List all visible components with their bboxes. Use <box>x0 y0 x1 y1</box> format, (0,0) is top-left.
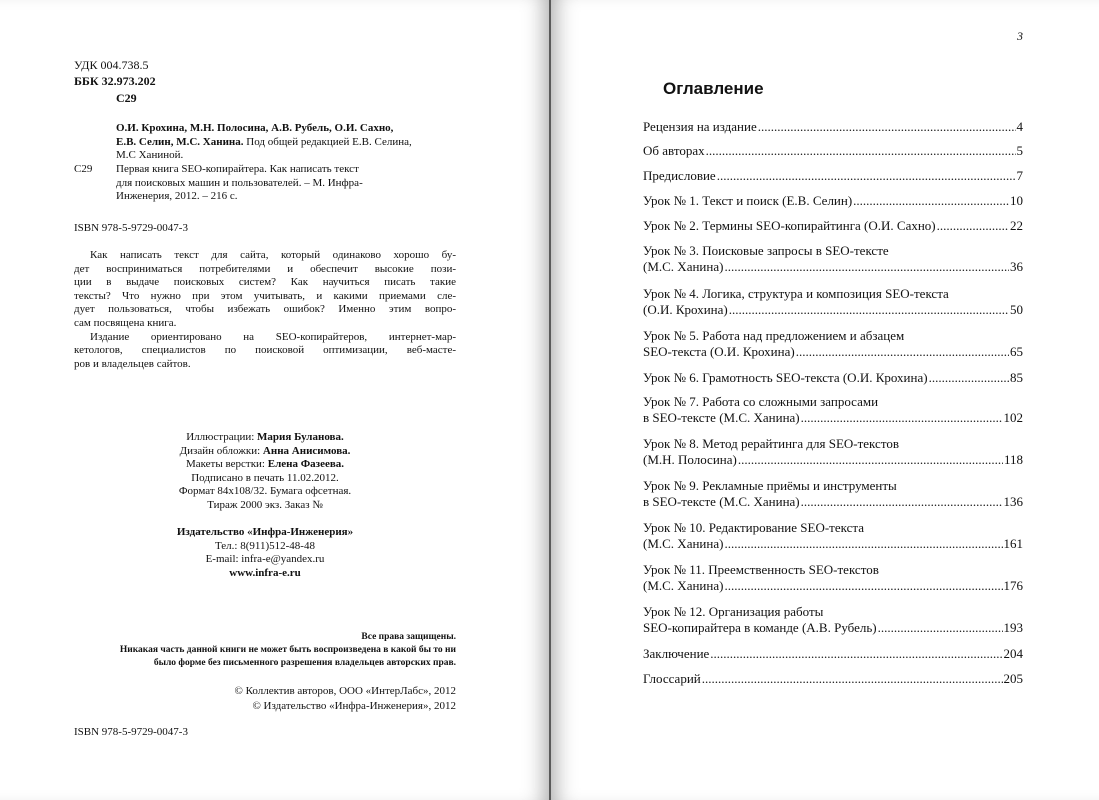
toc-entry-title: Предисловие <box>643 168 716 183</box>
toc-leader-dots <box>724 259 1009 275</box>
toc-entry-title: Рецензия на издание <box>643 119 757 134</box>
toc-entry-page: 136 <box>1003 494 1023 509</box>
abstract-line: дует пользоваться, чтобы избежать ошибок? Именно этим вопро- <box>74 303 456 316</box>
toc-entry-title: Урок № 4. Логика, структура и композиция SEO-текста <box>643 286 949 301</box>
abstract-line: Издание ориентировано на SEO-копирайтеров, интернет-мар- <box>90 330 456 343</box>
toc-entry-title: (М.С. Ханина) <box>643 578 724 593</box>
publisher-block <box>110 526 420 580</box>
toc-entry-page: 205 <box>1003 671 1023 686</box>
publisher-name: Издательство «Инфра-Инженерия» <box>176 526 354 538</box>
toc-entry-title: (М.С. Ханина) <box>643 536 724 551</box>
toc-entry-page: 22 <box>1010 218 1023 233</box>
toc-leader-dots <box>801 494 1003 510</box>
toc-entry-page: 36 <box>1010 259 1023 274</box>
toc-entry-title: Урок № 8. Метод рерайтинга для SEO-текстов <box>643 436 899 451</box>
authors-line-3: М.С Ханиной. <box>116 149 184 162</box>
toc-entry-title: (М.С. Ханина) <box>643 259 724 274</box>
toc-entry-title: Урок № 6. Грамотность SEO-текста (О.И. Крохина) <box>643 370 928 385</box>
toc-entry[interactable] <box>643 562 1023 594</box>
layout-credit: Макеты верстки: Елена Фазеева. <box>185 458 345 471</box>
toc-entry[interactable] <box>643 243 1023 275</box>
toc-entry[interactable] <box>643 328 1023 360</box>
toc-entry-title: в SEO-тексте (М.С. Ханина) <box>643 494 800 509</box>
toc-title: Оглавление <box>663 79 764 98</box>
abstract-line: ров и владельцев сайтов. <box>74 357 191 370</box>
toc-entry-page: 85 <box>1010 370 1023 385</box>
toc-entry[interactable] <box>643 646 1023 662</box>
toc-entry-page: 50 <box>1010 302 1023 317</box>
toc-entry-title: SEO-текста (О.И. Крохина) <box>643 344 795 359</box>
toc-entry[interactable] <box>643 604 1023 636</box>
authors-line-1: О.И. Крохина, М.Н. Полосина, А.В. Рубель, О.И. Сахно, <box>116 122 394 134</box>
signed-date: Подписано в печать 11.02.2012. <box>191 471 339 484</box>
copyright-block <box>100 684 456 714</box>
right-page <box>551 0 1099 800</box>
toc-entry-page: 7 <box>1016 168 1023 183</box>
toc-entry-title: (М.Н. Полосина) <box>643 452 737 467</box>
toc-entry-page: 65 <box>1010 344 1023 359</box>
isbn-top: ISBN 978-5-9729-0047-3 <box>74 222 188 234</box>
toc-leader-dots <box>702 671 1003 687</box>
toc-entry-title: Урок № 12. Организация работы <box>643 604 824 619</box>
toc-entry-title: Заключение <box>643 646 710 661</box>
toc-entry[interactable] <box>643 168 1023 184</box>
toc-entry-title: Урок № 9. Рекламные приёмы и инструменты <box>643 478 897 493</box>
abstract <box>74 249 456 371</box>
rights-notice <box>40 631 456 670</box>
cover-credit: Дизайн обложки: Анна Анисимова. <box>179 444 351 457</box>
toc-leader-dots <box>853 193 1009 209</box>
toc-entry[interactable] <box>643 143 1023 159</box>
toc-entry[interactable] <box>643 671 1023 687</box>
toc-entry-page: 10 <box>1010 193 1023 208</box>
copyright-line: © Коллектив авторов, ООО «ИнтерЛабс», 2012 <box>234 685 456 697</box>
toc-entry-title: Урок № 5. Работа над предложением и абзацем <box>643 328 905 343</box>
print-run: Тираж 2000 экз. Заказ № <box>207 498 323 511</box>
format-info: Формат 84x108/32. Бумага офсетная. <box>178 485 352 498</box>
toc-entry[interactable] <box>643 478 1023 510</box>
toc-entry-title: в SEO-тексте (М.С. Ханина) <box>643 410 800 425</box>
toc-leader-dots <box>710 646 1002 662</box>
toc-entry-page: 102 <box>1003 410 1023 425</box>
copyright-line: © Издательство «Инфра-Инженерия», 2012 <box>252 700 456 712</box>
description-line: Инженерия, 2012. – 216 с. <box>116 190 238 203</box>
toc-entry-title: Об авторах <box>643 143 705 158</box>
toc-leader-dots <box>937 218 1009 234</box>
toc-entry[interactable] <box>643 119 1023 135</box>
illustrations-credit: Иллюстрации: Мария Буланова. <box>186 431 344 443</box>
toc-entry-title: Урок № 2. Термины SEO-копирайтинга (О.И. Сахно) <box>643 218 936 233</box>
toc-entry-page: 5 <box>1016 143 1023 158</box>
isbn-bottom: ISBN 978-5-9729-0047-3 <box>74 726 188 738</box>
authors-line-2: Е.В. Селин, М.С. Ханина. Под общей редакцией Е.В. Селина, <box>116 135 412 148</box>
toc-leader-dots <box>729 302 1009 318</box>
toc-entry[interactable] <box>643 286 1023 318</box>
publisher-website: www.infra-e.ru <box>229 566 301 579</box>
abstract-line: дет восприниматься потребителями и обеспечит высокие пози- <box>74 262 456 275</box>
toc-leader-dots <box>878 620 1003 636</box>
page-number: 3 <box>1017 29 1023 43</box>
toc-entry-page: 4 <box>1016 119 1023 134</box>
toc-entry[interactable] <box>643 520 1023 552</box>
toc-entry[interactable] <box>643 218 1023 234</box>
toc-leader-dots <box>724 536 1002 552</box>
toc-leader-dots <box>717 168 1016 184</box>
toc-leader-dots <box>929 370 1009 386</box>
toc-entry[interactable] <box>643 436 1023 468</box>
rights-line: Все права защищены. <box>361 632 456 642</box>
book-description <box>116 163 456 204</box>
rights-line: было форме без письменного разрешения владельцев авторских прав. <box>153 658 456 668</box>
toc-leader-dots <box>796 344 1009 360</box>
toc-entry[interactable] <box>643 370 1023 386</box>
abstract-line: Как написать текст для сайта, который одинаково хорошо бу- <box>90 249 456 261</box>
toc-leader-dots <box>724 578 1002 594</box>
toc-entry-title: SEO-копирайтера в команде (А.В. Рубель) <box>643 620 877 635</box>
toc-entry-page: 176 <box>1003 578 1023 593</box>
toc-entry[interactable] <box>643 193 1023 209</box>
abstract-line: тексты? Что нужно при этом учитывать, и какими приемами сле- <box>74 289 456 302</box>
toc-entry-page: 193 <box>1003 620 1023 635</box>
abstract-line: ции в выдаче поисковых систем? Как научиться писать такие <box>74 276 456 289</box>
description-line: Первая книга SEO-копирайтера. Как написать текст <box>116 163 359 175</box>
rights-line: Никакая часть данной книги не может быть воспроизведена в какой бы то ни <box>119 645 456 655</box>
bbk-code: ББК 32.973.202 <box>74 74 156 88</box>
publisher-email: E-mail: infra-e@yandex.ru <box>205 553 325 566</box>
author-mark: С29 <box>116 91 137 105</box>
toc-leader-dots <box>758 119 1016 135</box>
toc-entry-title: Урок № 11. Преемственность SEO-текстов <box>643 562 879 577</box>
authors-block <box>116 122 454 163</box>
toc-entry-title: Урок № 3. Поисковые запросы в SEO-тексте <box>643 243 889 258</box>
toc-entry-page: 118 <box>1003 452 1023 467</box>
toc-entry-title: Глоссарий <box>643 671 701 686</box>
abstract-line: кетологов, специалистов по поисковой оптимизации, веб-масте- <box>74 344 456 357</box>
description-line: для поисковых машин и пользователей. – М. Инфра- <box>116 176 363 189</box>
toc-entry-page: 204 <box>1003 646 1023 661</box>
publisher-phone: Тел.: 8(911)512-48-48 <box>215 539 315 552</box>
toc-entry[interactable] <box>643 394 1023 426</box>
toc-entry-page: 161 <box>1003 536 1023 551</box>
toc-entry-title: Урок № 10. Редактирование SEO-текста <box>643 520 864 535</box>
imprint-block <box>110 431 420 513</box>
toc-leader-dots <box>801 410 1003 426</box>
toc-leader-dots <box>738 452 1003 468</box>
toc-entry-title: Урок № 7. Работа со сложными запросами <box>643 394 879 409</box>
left-page <box>0 0 549 800</box>
toc-leader-dots <box>706 143 1016 159</box>
toc-entry-title: Урок № 1. Текст и поиск (Е.В. Селин) <box>643 193 853 208</box>
udk-code: УДК 004.738.5 <box>74 58 149 72</box>
author-mark-2: С29 <box>74 163 93 175</box>
toc-entry-title: (О.И. Крохина) <box>643 302 728 317</box>
abstract-line: сам посвящена книга. <box>74 316 177 329</box>
